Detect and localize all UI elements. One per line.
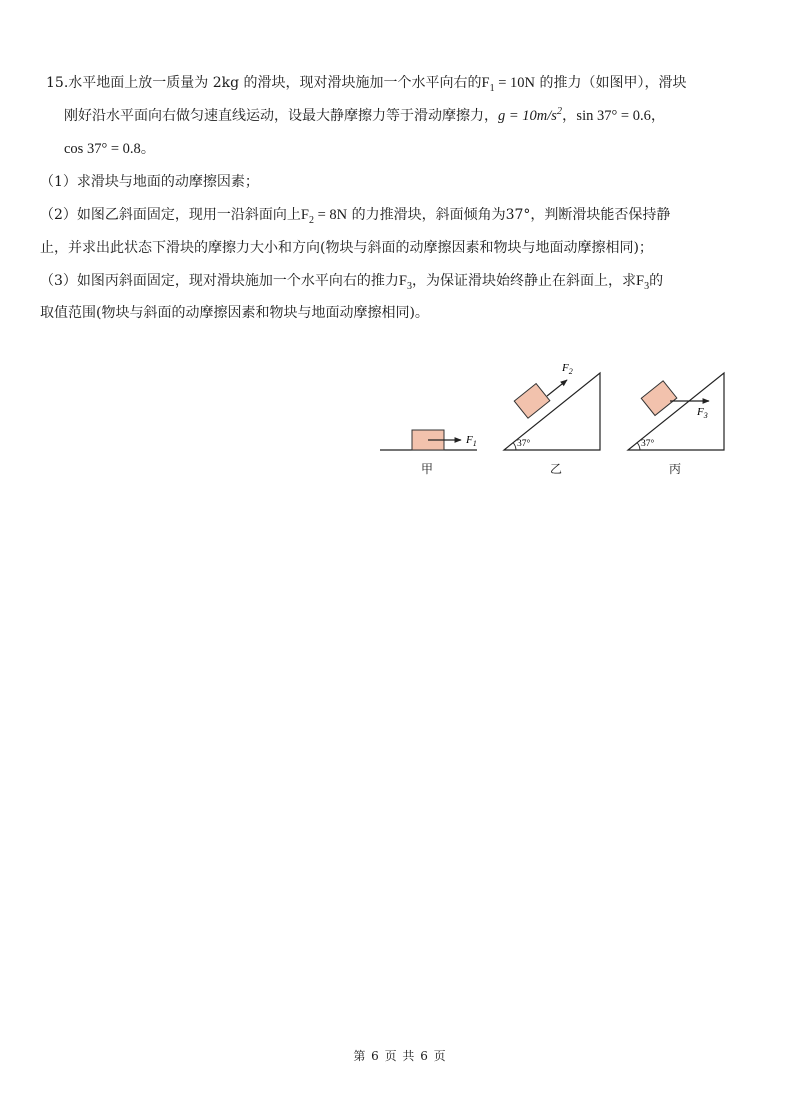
angle-label-bing: 37° xyxy=(641,439,655,449)
gravity-g: $g = 10m/s^2$ xyxy=(498,106,562,124)
block-bing xyxy=(641,381,677,416)
angle-label-yi: 37° xyxy=(517,439,531,449)
angle-arc-bing xyxy=(637,443,640,450)
figures-diagram xyxy=(0,0,800,500)
problem-number: 15. xyxy=(46,75,69,91)
angle-arc-yi xyxy=(513,443,516,450)
arrow-f2 xyxy=(547,380,567,396)
figure-label-yi: 乙 xyxy=(550,462,563,476)
force-f3: $F_3$ xyxy=(398,273,412,292)
block-yi xyxy=(514,384,550,419)
page-footer: 第 6 页 共 6 页 xyxy=(353,1049,447,1063)
question-3-line-2: 取值范围(物块与斜面的动摩擦因素和物块与地面动摩擦相同)。 xyxy=(40,305,429,321)
question-3-line-1: （3）如图丙斜面固定，现对滑块施加一个水平向右的推力$F_3$，为保证滑块始终静止在斜面上，求$F_3$的 xyxy=(40,273,664,292)
figure-label-jia: 甲 xyxy=(421,462,434,476)
problem-stem-line-2: 刚好沿水平面向右做匀速直线运动，设最大静摩擦力等于滑动摩擦力，$g = 10m/s^2$，sin 37° = 0.6， xyxy=(64,106,666,124)
figure-yi xyxy=(504,362,600,450)
question-2-line-1: （2）如图乙斜面固定，现用一沿斜面向上$F_2 = 8N$ 的力推滑块，斜面倾角为37°，判断滑块能否保持静 xyxy=(40,207,671,226)
force-f2: $F_2 = 8N$ xyxy=(300,207,348,226)
force-f1: $F_1 = 10N$ xyxy=(481,75,536,94)
figure-bing xyxy=(628,373,724,450)
problem-stem-line-3: cos 37° = 0.8。 xyxy=(64,141,156,157)
label-f2: $F_2$ xyxy=(562,362,573,376)
question-1: （1）求滑块与地面的动摩擦因素； xyxy=(40,174,259,190)
problem-stem-line-1: 15.水平地面上放一质量为 2kg 的滑块，现对滑块施加一个水平向右的$F_1 = 10N$ 的推力（如图甲），滑块 xyxy=(46,75,687,94)
force-f3-ref: $F_3$ xyxy=(635,273,650,292)
label-f3: $F_3$ xyxy=(697,406,708,420)
figure-label-bing: 丙 xyxy=(669,462,682,476)
label-f1: $F_1$ xyxy=(466,434,477,448)
figure-jia xyxy=(380,430,477,450)
question-2-line-2: 止，并求出此状态下滑块的摩擦力大小和方向(物块与斜面的动摩擦因素和物块与地面动摩擦相同)； xyxy=(40,240,653,256)
